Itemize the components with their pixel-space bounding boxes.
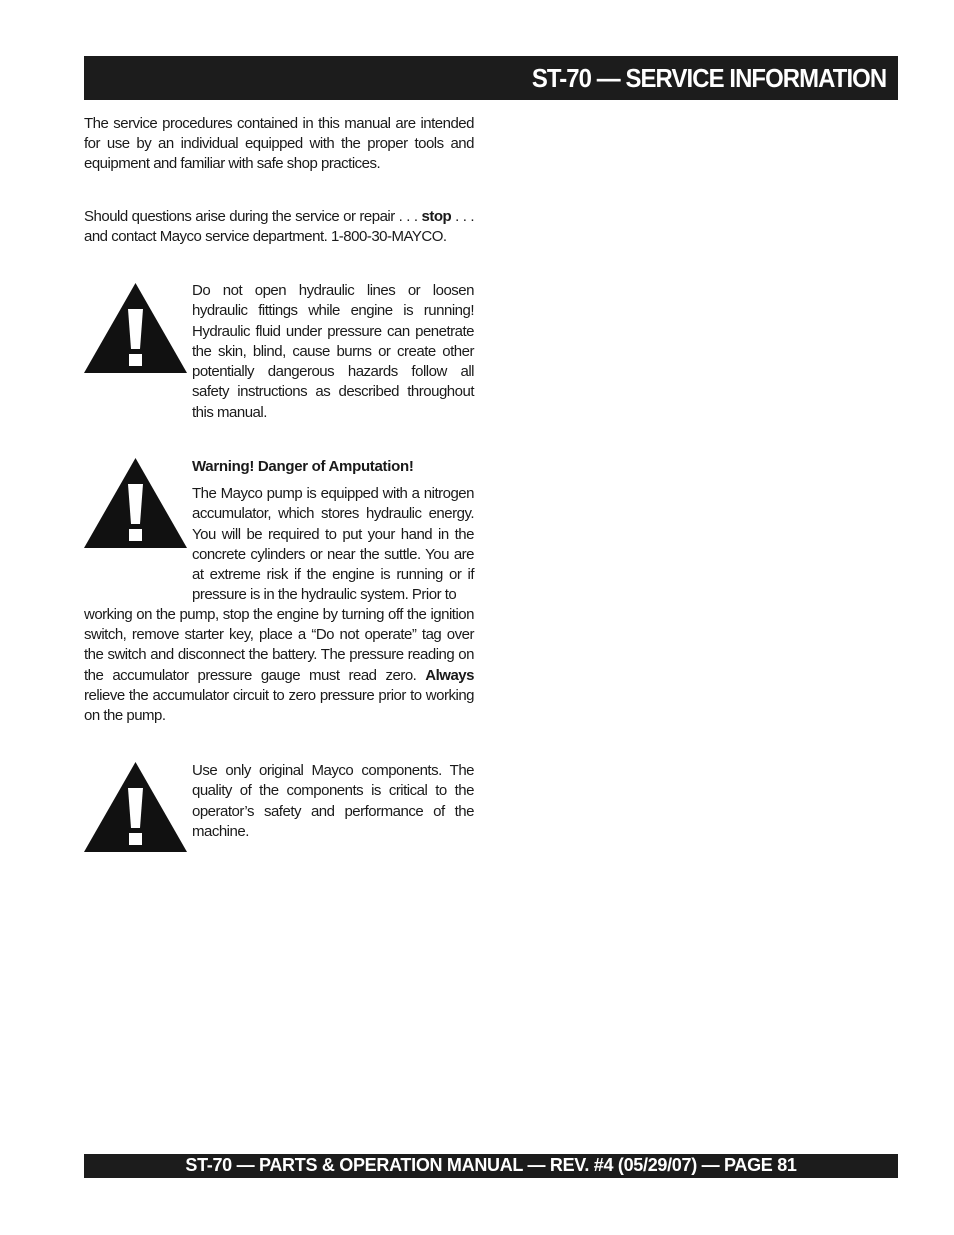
page-footer-bar — [84, 1154, 898, 1178]
amputation-warning-heading: Warning! Danger of Amputation! — [192, 458, 414, 475]
contact-text-before: Should questions arise during the service or repair . . . — [84, 208, 422, 225]
warning-triangle-icon — [84, 762, 187, 852]
intro-paragraph: The service procedures contained in this manual are intended for use by an individual equipped with the proper tools and equipment and familiar with safe shop practices. — [84, 115, 474, 173]
amputation-warning-continuation — [84, 605, 474, 726]
footer-text: ST-70 — PARTS & OPERATION MANUAL — REV. #4 (05/29/07) — PAGE 81 — [185, 1155, 797, 1175]
contact-text-after: . . . and contact Mayco service department. 1-800-30-MAYCO. — [84, 208, 474, 246]
warning-triangle-icon — [84, 458, 187, 548]
hydraulic-warning-text: Do not open hydraulic lines or loosen hydraulic fittings while engine is running! Hydraulic fluid under pressure can penetrate the skin, blind, cause burns or create other potentially dangerous hazards follow all safety instructions as described throughout this manual. — [192, 282, 474, 421]
stop-emphasis: stop — [421, 208, 452, 225]
page-title: ST-70 — SERVICE INFORMATION — [531, 63, 886, 93]
components-warning-text: Use only original Mayco components. The quality of the components is critical to the operator’s safety and performance of the machine. — [192, 762, 474, 840]
contact-paragraph — [84, 207, 474, 247]
warning-triangle-icon — [84, 283, 187, 373]
amputation-text-before: working on the pump, stop the engine by turning off the ignition switch, remove starter key, place a “Do not operate” tag over the switch and disconnect the battery. The pressure reading on the accumulator pressure gauge must read zero. — [84, 606, 474, 684]
amputation-warning-text: The Mayco pump is equipped with a nitrogen accumulator, which stores hydraulic energy. You will be required to put your hand in the concrete cylinders or near the suttle. You are at extreme risk if the engine is running or if pressure is in the hydraulic system. Prior to — [192, 485, 474, 604]
amputation-text-after: relieve the accumulator circuit to zero pressure prior to working on the pump. — [84, 686, 474, 725]
page-header-bar — [84, 56, 898, 100]
always-emphasis: Always — [425, 666, 474, 684]
